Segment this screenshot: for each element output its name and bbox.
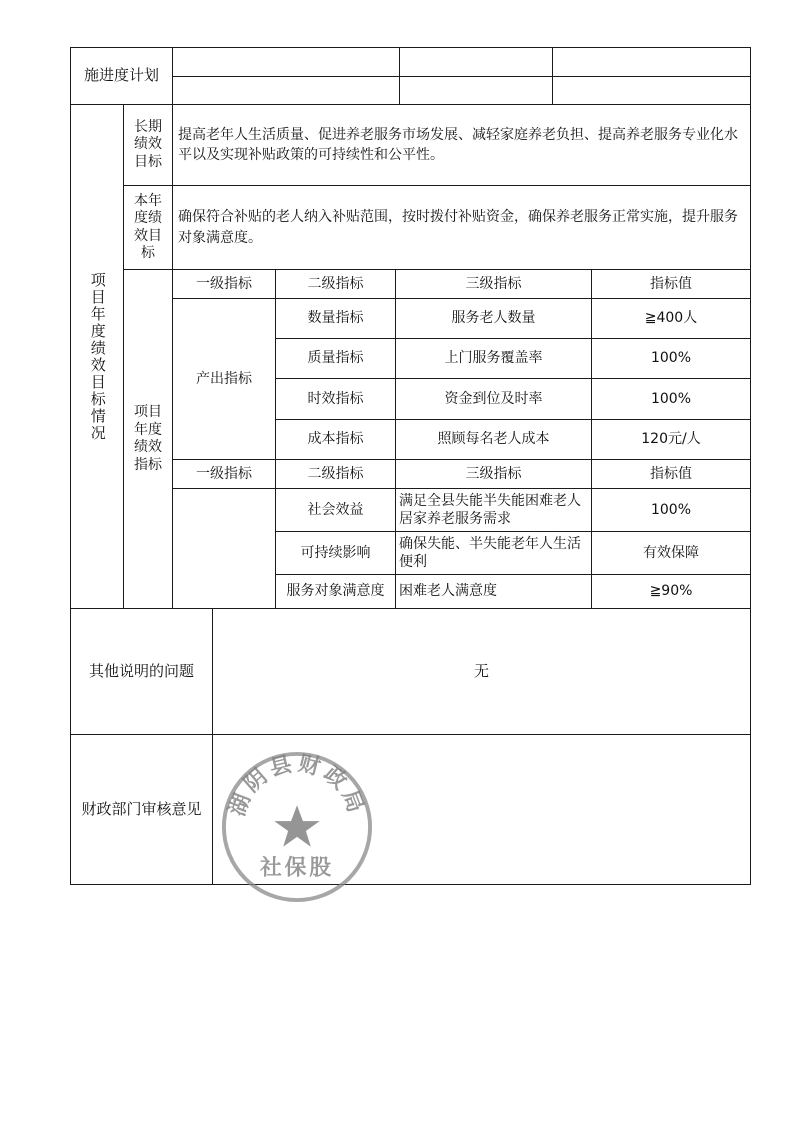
- table-row-level2: 数量指标: [275, 298, 396, 339]
- annual-indicators-label: 项目年度绩效指标: [123, 269, 173, 609]
- table-row-value: ≧400人: [591, 298, 751, 339]
- table-row-level2: 社会效益: [275, 488, 396, 532]
- header-level3: 三级指标: [395, 269, 592, 299]
- benefit-indicator-label: [172, 488, 276, 609]
- table-row-level2: 质量指标: [275, 338, 396, 379]
- table-row-value: ≧90%: [591, 574, 751, 609]
- table-row-value: 100%: [591, 378, 751, 420]
- schedule-cell: [399, 76, 553, 105]
- table-row-value: 120元/人: [591, 419, 751, 460]
- schedule-cell: [172, 47, 400, 77]
- table-row-level3: 照顾每名老人成本: [395, 419, 592, 460]
- schedule-cell: [552, 76, 751, 105]
- finance-review-label: 财政部门审核意见: [70, 734, 213, 885]
- table-row-level3: 上门服务覆盖率: [395, 338, 592, 379]
- table-row-value: 有效保障: [591, 531, 751, 575]
- header-level2: 二级指标: [275, 459, 396, 489]
- annual-goal-text: 确保符合补贴的老人纳入补贴范围，按时拨付补贴资金，确保养老服务正常实施，提升服务对象满意度。: [172, 185, 751, 270]
- table-row-level3: 资金到位及时率: [395, 378, 592, 420]
- table-row-level3: 满足全县失能半失能困难老人居家养老服务需求: [395, 488, 592, 532]
- annual-goal-label: 本年度绩效目标: [123, 185, 173, 270]
- table-row-value: 100%: [591, 488, 751, 532]
- other-notes-value: 无: [212, 608, 751, 735]
- table-row-level2: 可持续影响: [275, 531, 396, 575]
- long-term-goal-label: 长期绩效目标: [123, 104, 173, 186]
- table-row-level3: 困难老人满意度: [395, 574, 592, 609]
- other-notes-label: 其他说明的问题: [70, 608, 213, 735]
- seal-arc-text: 湖阴县财政局: [224, 751, 370, 820]
- seal-bottom-text: 社保股: [259, 855, 335, 881]
- long-term-goal-text: 提高老年人生活质量、促进养老服务市场发展、减轻家庭养老负担、提高养老服务专业化水平以及实现补贴政策的可持续性和公平性。: [172, 104, 751, 186]
- header-level3: 三级指标: [395, 459, 592, 489]
- schedule-plan-label: 施进度计划: [70, 47, 173, 105]
- output-indicator-label: 产出指标: [172, 298, 276, 460]
- schedule-cell: [399, 47, 553, 77]
- header-level1: 一级指标: [172, 269, 276, 299]
- header-level2: 二级指标: [275, 269, 396, 299]
- header-level1: 一级指标: [172, 459, 276, 489]
- header-value: 指标值: [591, 459, 751, 489]
- table-row-level2: 服务对象满意度: [275, 574, 396, 609]
- table-row-level2: 时效指标: [275, 378, 396, 420]
- header-value: 指标值: [591, 269, 751, 299]
- table-row-level2: 成本指标: [275, 419, 396, 460]
- schedule-cell: [552, 47, 751, 77]
- finance-review-value: [212, 734, 751, 885]
- table-row-level3: 服务老人数量: [395, 298, 592, 339]
- table-row-value: 100%: [591, 338, 751, 379]
- project-annual-goal-label: 项目年度绩效目标情况: [70, 104, 124, 609]
- schedule-cell: [172, 76, 400, 105]
- table-row-level3: 确保失能、半失能老年人生活便利: [395, 531, 592, 575]
